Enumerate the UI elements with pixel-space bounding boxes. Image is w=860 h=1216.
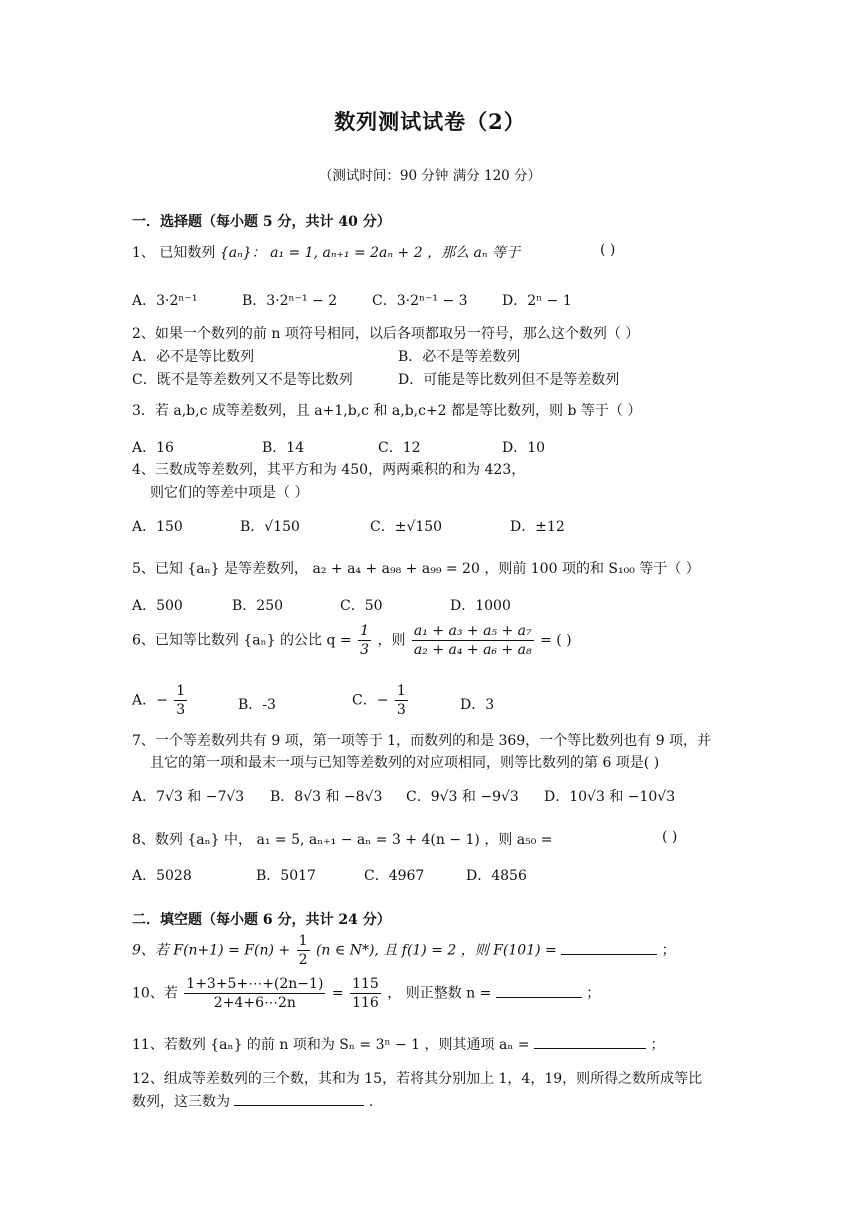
question-11-answer-blank[interactable] xyxy=(534,1034,646,1049)
q7-option-a: A．7√3 和 −7√3 xyxy=(132,789,245,805)
question-10-end: ； xyxy=(586,985,601,1002)
question-9-end: ； xyxy=(661,942,676,959)
question-12-answer-blank[interactable] xyxy=(234,1091,364,1106)
q10-right-num: 115 xyxy=(352,976,379,992)
q6-option-a-label: A．− xyxy=(132,692,168,709)
section-heading-fill: 二．填空题（每小题 6 分，共计 24 分） xyxy=(132,912,391,928)
question-9-answer-blank[interactable] xyxy=(561,940,657,955)
section-heading-choice: 一．选择题（每小题 5 分，共计 40 分） xyxy=(132,214,391,230)
q7-option-d: D．10√3 和 −10√3 xyxy=(544,789,676,805)
q6-option-c-den: 3 xyxy=(396,702,406,718)
q8-option-c: C．4967 xyxy=(364,868,425,884)
q4-option-d: D．±12 xyxy=(510,519,565,535)
q1-option-a: A．3·2ⁿ⁻¹ xyxy=(132,293,198,309)
question-8-answer-paren: ( ) xyxy=(662,829,678,845)
q5-option-c: C．50 xyxy=(340,598,383,614)
q5-option-a: A．500 xyxy=(132,598,183,614)
question-1-expr: {aₙ}： a₁ = 1, aₙ₊₁ = 2aₙ + 2 ，那么 aₙ 等于 xyxy=(219,245,520,261)
question-6 xyxy=(132,622,572,659)
q6-option-a-num: 1 xyxy=(176,683,186,699)
question-10 xyxy=(132,975,600,1012)
question-9-pre: 9、若 F(n+1) = F(n) + xyxy=(132,942,291,959)
question-12-line1: 12、组成等差数列的三个数，其和为 15，若将其分别加上 1，4，19，则所得之数所成等比 xyxy=(132,1071,703,1087)
q6-option-c-num: 1 xyxy=(396,683,406,699)
question-10-post: ， 则正整数 n = xyxy=(387,985,492,1002)
q1-option-b: B．3·2ⁿ⁻¹ − 2 xyxy=(242,293,338,309)
question-1-answer-paren: ( ) xyxy=(600,242,616,258)
q4-option-b: B．√150 xyxy=(240,519,300,535)
question-9-fraction xyxy=(297,932,310,969)
q6-option-c-label: C．− xyxy=(352,692,389,709)
q3-option-b: B．14 xyxy=(262,440,305,456)
q6-option-c xyxy=(352,682,410,719)
question-11-end: ； xyxy=(650,1037,665,1053)
q6-option-a xyxy=(132,682,189,719)
question-9-post: (n ∈ N*), 且 f(1) = 2 ，则 F(101) = xyxy=(315,942,557,959)
q1-option-d: D．2ⁿ − 1 xyxy=(502,293,572,309)
q8-option-a: A．5028 xyxy=(132,868,192,884)
q10-right-den: 116 xyxy=(352,995,379,1011)
q7-option-c: C．9√3 和 −9√3 xyxy=(406,789,519,805)
question-10-pre: 10、若 xyxy=(132,985,178,1002)
page-title: 数列测试试卷（2） xyxy=(334,109,526,134)
page-subtitle: （测试时间：90 分钟 满分 120 分） xyxy=(318,168,542,184)
expression-denominator: a₂ + a₄ + a₆ + a₈ xyxy=(413,642,532,658)
question-7-line1: 7、一个等差数列共有 9 项，第一项等于 1，而数列的和是 369，一个等比数列也有 9 项，并 xyxy=(132,733,712,749)
q5-option-b: B．250 xyxy=(232,598,284,614)
question-4-line1: 4、三数成等差数列，其平方和为 450，两两乘积的和为 423， xyxy=(132,462,526,478)
question-2: 2、如果一个数列的前 n 项符号相同，以后各项都取另一符号，那么这个数列（ ） xyxy=(132,326,640,342)
question-6-expression-fraction xyxy=(412,622,534,659)
q9-num: 1 xyxy=(298,933,308,949)
q10-left-num: 1+3+5+⋯+(2n−1) xyxy=(186,976,324,992)
q4-option-c: C．±√150 xyxy=(370,519,443,535)
q6-option-a-den: 3 xyxy=(176,702,186,718)
question-6-post: = ( ) xyxy=(540,632,572,649)
question-4-line2: 则它们的等差中项是（ ） xyxy=(150,485,309,501)
question-6-ratio-fraction xyxy=(358,622,371,659)
expression-numerator: a₁ + a₃ + a₅ + a₇ xyxy=(413,623,532,639)
ratio-denominator: 3 xyxy=(360,642,369,658)
q2-option-a: A．必不是等比数列 xyxy=(132,349,255,365)
question-7-line2: 且它的第一项和最末一项与已知等差数列的对应项相同，则等比数列的第 6 项是( ) xyxy=(150,755,660,771)
question-1 xyxy=(132,242,520,262)
q1-option-c: C．3·2ⁿ⁻¹ − 3 xyxy=(372,293,468,309)
question-10-answer-blank[interactable] xyxy=(496,983,582,998)
question-3: 3．若 a,b,c 成等差数列，且 a+1,b,c 和 a,b,c+2 都是等比数列，则 b 等于（ ） xyxy=(132,403,642,419)
q2-option-c: C．既不是等差数列又不是等比数列 xyxy=(132,372,353,388)
q6-option-c-fraction xyxy=(395,682,408,719)
q8-option-b: B．5017 xyxy=(256,868,316,884)
ratio-numerator: 1 xyxy=(360,623,369,639)
question-12-line2 xyxy=(132,1091,373,1111)
q3-option-a: A．16 xyxy=(132,440,174,456)
q8-option-d: D．4856 xyxy=(466,868,527,884)
q10-equals: = xyxy=(331,985,344,1002)
question-10-fraction-left xyxy=(184,975,325,1012)
q6-option-b: B．-3 xyxy=(238,697,276,713)
question-9 xyxy=(132,932,676,969)
question-10-fraction-right xyxy=(350,975,381,1012)
question-11-text: 11、若数列 {aₙ} 的前 n 项和为 Sₙ = 3ⁿ − 1 ，则其通项 aₙ = xyxy=(132,1037,530,1053)
q7-option-b: B．8√3 和 −8√3 xyxy=(270,789,383,805)
question-1-prefix: 1、 已知数列 xyxy=(132,245,216,261)
question-6-mid: ，则 xyxy=(377,632,406,649)
question-8: 8、数列 {aₙ} 中， a₁ = 5, aₙ₊₁ − aₙ = 3 + 4(n − 1) ，则 a₅₀ = xyxy=(132,832,553,848)
question-5: 5、已知 {aₙ} 是等差数列， a₂ + a₄ + a₉₈ + a₉₉ = 20 ，则前 100 项的和 S₁₀₀ 等于（ ） xyxy=(132,561,700,577)
q10-left-den: 2+4+6⋯2n xyxy=(213,995,296,1011)
q9-den: 2 xyxy=(298,952,308,968)
q3-option-c: C．12 xyxy=(378,440,421,456)
q2-option-d: D．可能是等比数列但不是等差数列 xyxy=(398,372,620,388)
q4-option-a: A．150 xyxy=(132,519,183,535)
q6-option-d: D．3 xyxy=(460,697,495,713)
question-12-text: 数列，这三数为 xyxy=(132,1094,230,1110)
q5-option-d: D．1000 xyxy=(450,598,511,614)
question-6-pre: 6、已知等比数列 {aₙ} 的公比 q = xyxy=(132,632,352,649)
q6-option-a-fraction xyxy=(174,682,187,719)
question-11 xyxy=(132,1034,664,1054)
q2-option-b: B．必不是等差数列 xyxy=(398,349,521,365)
q3-option-d: D．10 xyxy=(502,440,546,456)
question-12-end: . xyxy=(368,1094,374,1110)
